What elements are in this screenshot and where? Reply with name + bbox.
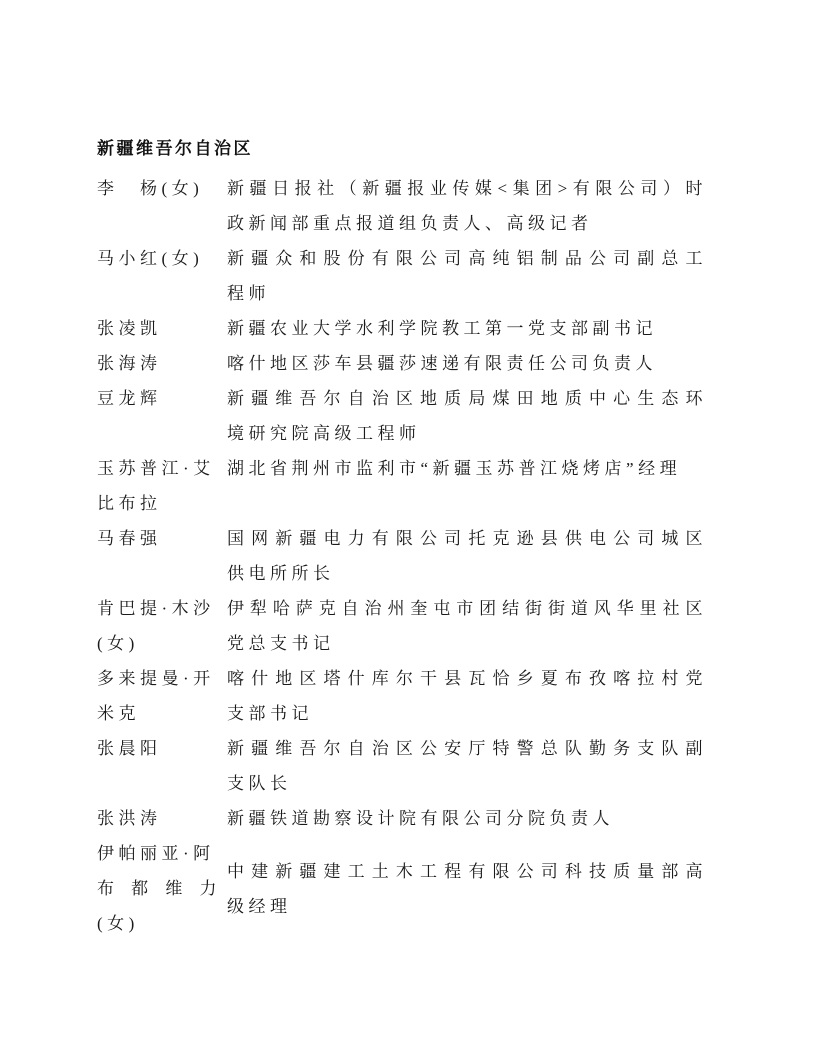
person-name xyxy=(97,171,221,206)
person-name-line: 比布拉 xyxy=(97,494,162,513)
person-name xyxy=(97,731,221,766)
person-name-line: 米克 xyxy=(97,704,140,723)
person-name xyxy=(97,801,221,836)
person-position xyxy=(227,381,707,451)
list-item xyxy=(97,731,709,801)
person-name-line: 肯巴提·木沙 xyxy=(97,599,215,618)
person-position-line: 境研究院高级工程师 xyxy=(227,424,421,443)
list-item xyxy=(97,801,709,836)
list-item xyxy=(97,381,709,451)
person-name xyxy=(97,661,221,731)
list-item xyxy=(97,171,709,241)
person-position-line: 级经理 xyxy=(227,896,292,916)
person-name xyxy=(97,381,221,416)
person-name xyxy=(97,241,221,276)
person-position-line: 中建新疆建工土木工程有限公司科技质量部高 xyxy=(227,861,707,881)
list-item xyxy=(97,521,709,591)
person-position xyxy=(227,241,707,311)
person-name xyxy=(97,591,221,661)
person-position xyxy=(227,521,707,591)
person-name xyxy=(97,346,221,381)
person-position xyxy=(227,661,707,731)
person-position-line: 喀什地区塔什库尔干县瓦恰乡夏布孜喀拉村党 xyxy=(227,669,707,688)
person-position-line: 新疆众和股份有限公司高纯铝制品公司副总工 xyxy=(227,249,707,268)
person-name-line: 玉苏普江·艾 xyxy=(97,459,215,478)
person-position-line: 喀什地区莎车县疆莎速递有限责任公司负责人 xyxy=(227,354,657,373)
person-position-line: 新疆铁道勘察设计院有限公司分院负责人 xyxy=(227,809,614,828)
honor-list xyxy=(97,171,709,941)
person-position xyxy=(227,171,707,241)
person-position-line: 党总支书记 xyxy=(227,634,335,653)
person-name xyxy=(97,451,221,521)
list-item xyxy=(97,836,709,941)
list-item xyxy=(97,661,709,731)
person-name xyxy=(97,521,221,556)
person-name xyxy=(97,836,221,941)
list-item xyxy=(97,346,709,381)
person-name-line: (女) xyxy=(97,634,139,653)
person-name-line: 伊帕丽亚·阿 xyxy=(97,844,215,863)
list-item xyxy=(97,311,709,346)
person-position-line: 新疆农业大学水利学院教工第一党支部副书记 xyxy=(227,319,657,338)
person-name-line: 豆龙辉 xyxy=(97,389,162,408)
person-position-line: 新疆维吾尔自治区公安厅特警总队勤务支队副 xyxy=(227,739,707,758)
person-position-line: 程师 xyxy=(227,284,270,303)
person-position xyxy=(227,854,707,924)
person-name-line: 布都维力 xyxy=(97,879,221,898)
person-name-line: 李 杨(女) xyxy=(97,179,204,198)
person-position-line: 支队长 xyxy=(227,774,292,793)
person-position-line: 供电所所长 xyxy=(227,564,335,583)
page-content xyxy=(97,131,709,941)
list-item xyxy=(97,241,709,311)
list-item xyxy=(97,451,709,521)
person-name-line: 张晨阳 xyxy=(97,739,162,758)
person-name-line: 张洪涛 xyxy=(97,809,162,828)
person-position-line: 新疆维吾尔自治区地质局煤田地质中心生态环 xyxy=(227,389,707,408)
person-name xyxy=(97,311,221,346)
person-position xyxy=(227,311,707,346)
person-position xyxy=(227,591,707,661)
person-position-line: 支部书记 xyxy=(227,704,313,723)
section-title: 新疆维吾尔自治区 xyxy=(97,139,253,158)
person-position xyxy=(227,801,707,836)
person-name-line: (女) xyxy=(97,914,139,933)
person-name-line: 张凌凯 xyxy=(97,319,162,338)
person-position-line: 湖北省荆州市监利市“新疆玉苏普江烧烤店”经理 xyxy=(227,459,682,478)
person-position xyxy=(227,731,707,801)
person-name-line: 张海涛 xyxy=(97,354,162,373)
person-position-line: 国网新疆电力有限公司托克逊县供电公司城区 xyxy=(227,529,707,548)
person-position-line: 伊犁哈萨克自治州奎屯市团结街街道风华里社区 xyxy=(227,599,707,618)
person-name-line: 马小红(女) xyxy=(97,249,204,268)
person-position xyxy=(227,346,707,381)
person-position-line: 新疆日报社（新疆报业传媒<集团>有限公司）时 xyxy=(227,179,707,198)
person-name-line: 马春强 xyxy=(97,529,162,548)
person-name-line: 多来提曼·开 xyxy=(97,669,215,688)
person-position xyxy=(227,451,707,486)
list-item xyxy=(97,591,709,661)
person-position-line: 政新闻部重点报道组负责人、高级记者 xyxy=(227,214,593,233)
